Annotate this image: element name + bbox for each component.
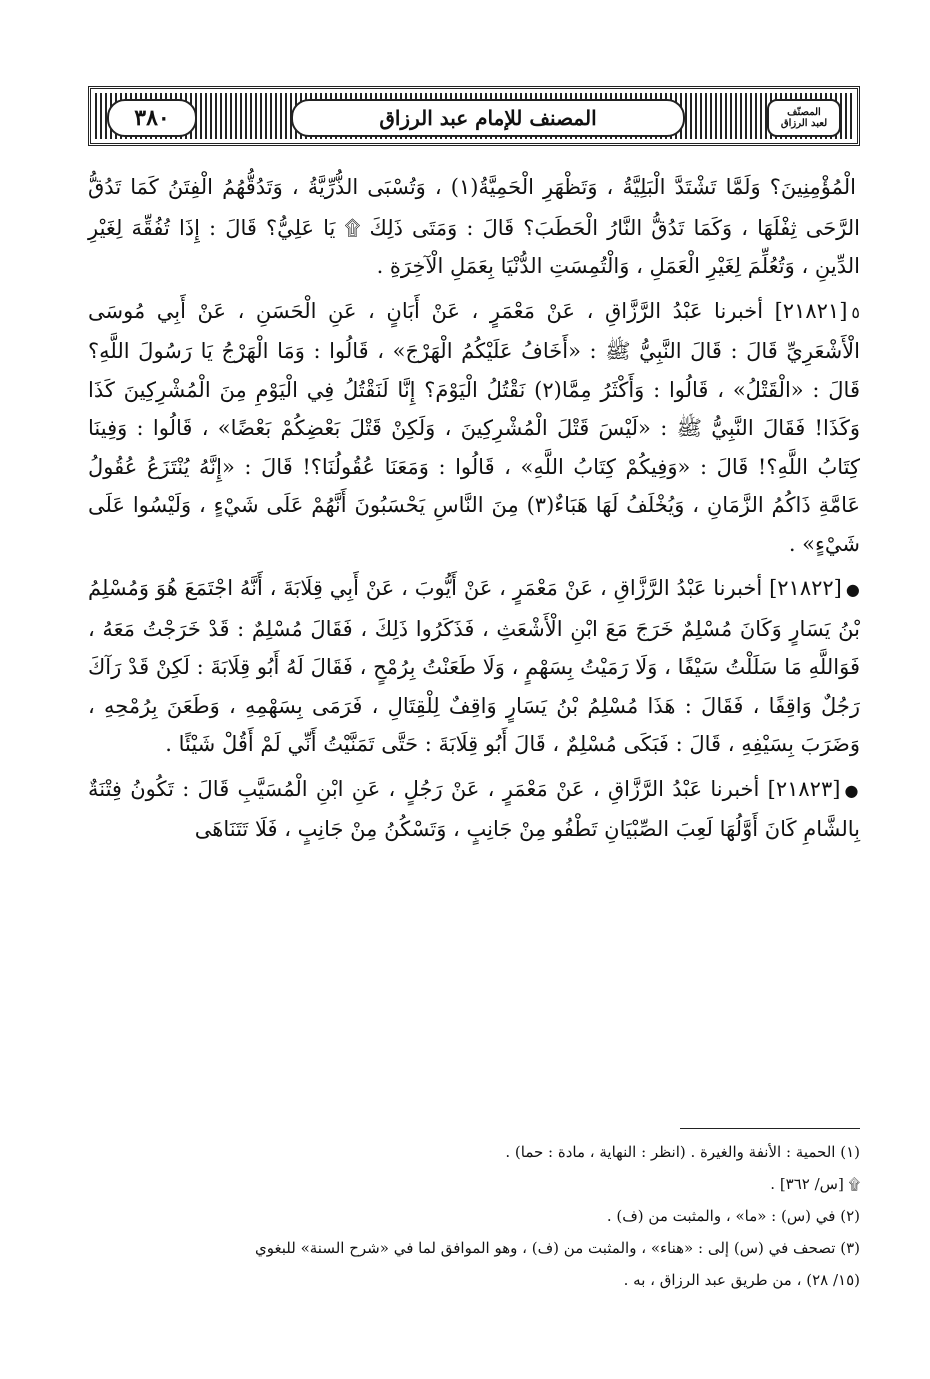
footnote: (٢) في (س) : «ما» ، والمثبت من (ف) . [606,1207,860,1225]
page-header [88,86,860,146]
footnote-divider [680,1128,860,1129]
paragraph-text: الْمُؤْمِنِينَ؟ وَلَمَّا تَشْتَدَّ الْبَلِيَّةُ ، وَتَظْهَرِ الْحَمِيَّةُ(١) ، وَتُسْبَى الذُّرِّيَّةُ ، وَتَدُقُّهُمُ الْفِتَنُ كَمَا تَدُقُّ الرَّحَى ثِفْلَهَا ، وَكَمَا تَدُقُّ النَّارُ الْحَطَبَ؟ قَالَ : وَمَتَى ذَلِكَ ۩ يَا عَلِيُّ؟ قَالَ : إِذَا تُفُقِّهَ لِغَيْرِ الدِّينِ ، وَتُعُلِّمَ لِغَيْرِ الْعَمَلِ ، وَالْتُمِسَتِ الدُّنْيَا بِعَمَلِ الْآخِرَةِ . [88,175,860,278]
footnote: (٣) تصحف في (س) إلى : «هناء» ، والمثبت من (ف) ، وهو الموافق لما في «شرح السنة» للبغوي [255,1239,860,1257]
logo-line-1: المصنّف [787,107,821,118]
page-number-cartouche [107,99,197,137]
paragraph [88,569,860,764]
paragraph-text: [٢١٨٢١] أخبرنا عَبْدُ الرَّزَّاقِ ، عَنْ مَعْمَرٍ ، عَنْ أَبَانٍ ، عَنِ الْحَسَنِ ، عَنْ أَبِي مُوسَى الْأَشْعَرِيِّ قَالَ : قَالَ النَّبِيُّ ﷺ : «أَخَافُ عَلَيْكُمُ الْهَرْجَ» ، قَالُوا : وَمَا الْهَرْجُ يَا رَسُولَ اللَّهِ؟ قَالَ : «الْقَتْلُ» ، قَالُوا : وَأَكْثَرُ مِمَّا(٢) نَقْتُلُ الْيَوْمَ؟ إِنَّا لَنَقْتُلُ فِي الْيَوْمِ مِنَ الْمُشْرِكِينَ كَذَا وَكَذَا! فَقَالَ النَّبِيُّ ﷺ : «لَيْسَ قَتْلَ الْمُشْرِكِينَ ، وَلَكِنْ قَتْلَ بَعْضِكُمْ بَعْضًا» ، قَالُوا : وَفِينَا كِتَابُ اللَّهِ؟! قَالَ : «وَفِيكُمْ كِتَابُ اللَّهِ» ، قَالُوا : وَمَعَنَا عُقُولُنَا؟! قَالَ : «إِنَّهُ يُنْتَزَعُ عُقُولُ عَامَّةِ ذَاكُمُ الزَّمَانِ ، وَيُخْلَفُ لَهَا هَبَاءٌ(٣) مِنَ النَّاسِ يَحْسَبُونَ أَنَّهُمْ عَلَى شَيْءٍ ، وَلَيْسُوا عَلَى شَيْءٍ» . [88,298,861,556]
paragraph-text: [٢١٨٢٣] أخبرنا عَبْدُ الرَّزَّاقِ ، عَنْ مَعْمَرٍ ، عَنْ رَجُلٍ ، عَنِ ابْنِ الْمُسَيَّبِ قَالَ : تَكُونُ فِتْنَةٌ بِالشَّامِ كَانَ أَوَّلُهَا لَعِبَ الصِّبْيَانِ تَطْفُو مِنْ جَانِبٍ ، وَتَسْكُنُ مِنْ جَانِبٍ ، فَلَا تَتَنَاهَى [88,776,860,841]
paragraph-marker: ● [845,580,860,599]
book-title: المصنف للإمام عبد الرزاق [379,106,597,130]
title-cartouche [291,99,685,137]
footnote: (١) الحمية : الأنفة والغيرة . (انظر : النهاية ، مادة : حما) . [505,1143,860,1161]
book-logo [767,99,841,137]
page-number: ٣٨٠ [134,105,170,131]
footnotes [88,1136,860,1296]
footnote: (١٥/ ٢٨) ، من طريق عبد الرزاق ، به . [623,1271,860,1289]
paragraph-text: [٢١٨٢٢] أخبرنا عَبْدُ الرَّزَّاقِ ، عَنْ مَعْمَرٍ ، عَنْ أَيُّوبَ ، عَنْ أَبِي قِلَابَةَ ، أَنَّهُ اجْتَمَعَ هُوَ وَمُسْلِمُ بْنُ يَسَارٍ وَكَانَ مُسْلِمٌ خَرَجَ مَعَ ابْنِ الْأَشْعَثِ ، فَذَكَرُوا ذَلِكَ ، فَقَالَ مُسْلِمٌ : قَدْ خَرَجْتُ مَعَهُ ، فَوَاللَّهِ مَا سَلَلْتُ سَيْفًا ، وَلَا رَمَيْتُ بِسَهْمٍ ، وَلَا طَعَنْتُ بِرُمْحٍ ، فَقَالَ لَهُ أَبُو قِلَابَةَ : لَكِنْ قَدْ رَآكَ رَجُلٌ وَاقِفًا ، فَقَالَ : هَذَا مُسْلِمُ بْنُ يَسَارٍ وَاقِفٌ لِلْقِتَالِ ، فَرَمَى بِسَهْمِهِ ، وَطَعَنَ بِرُمْحِهِ ، وَضَرَبَ بِسَيْفِهِ ، قَالَ : فَبَكَى مُسْلِمٌ ، قَالَ أَبُو قِلَابَةَ : حَتَّى تَمَنَّيْتُ أَنِّي لَمْ أَقُلْ شَيْئًا . [88,576,860,756]
logo-line-2: لعبد الرزاق [780,118,828,129]
footnote: ۩ [س/ ٣٦٢] . [770,1175,860,1193]
paragraph [88,770,860,849]
paragraph [88,168,860,286]
main-text [88,168,860,855]
paragraph-marker: ٥ [851,302,860,322]
paragraph [88,292,860,564]
paragraph-marker: ● [844,780,860,800]
